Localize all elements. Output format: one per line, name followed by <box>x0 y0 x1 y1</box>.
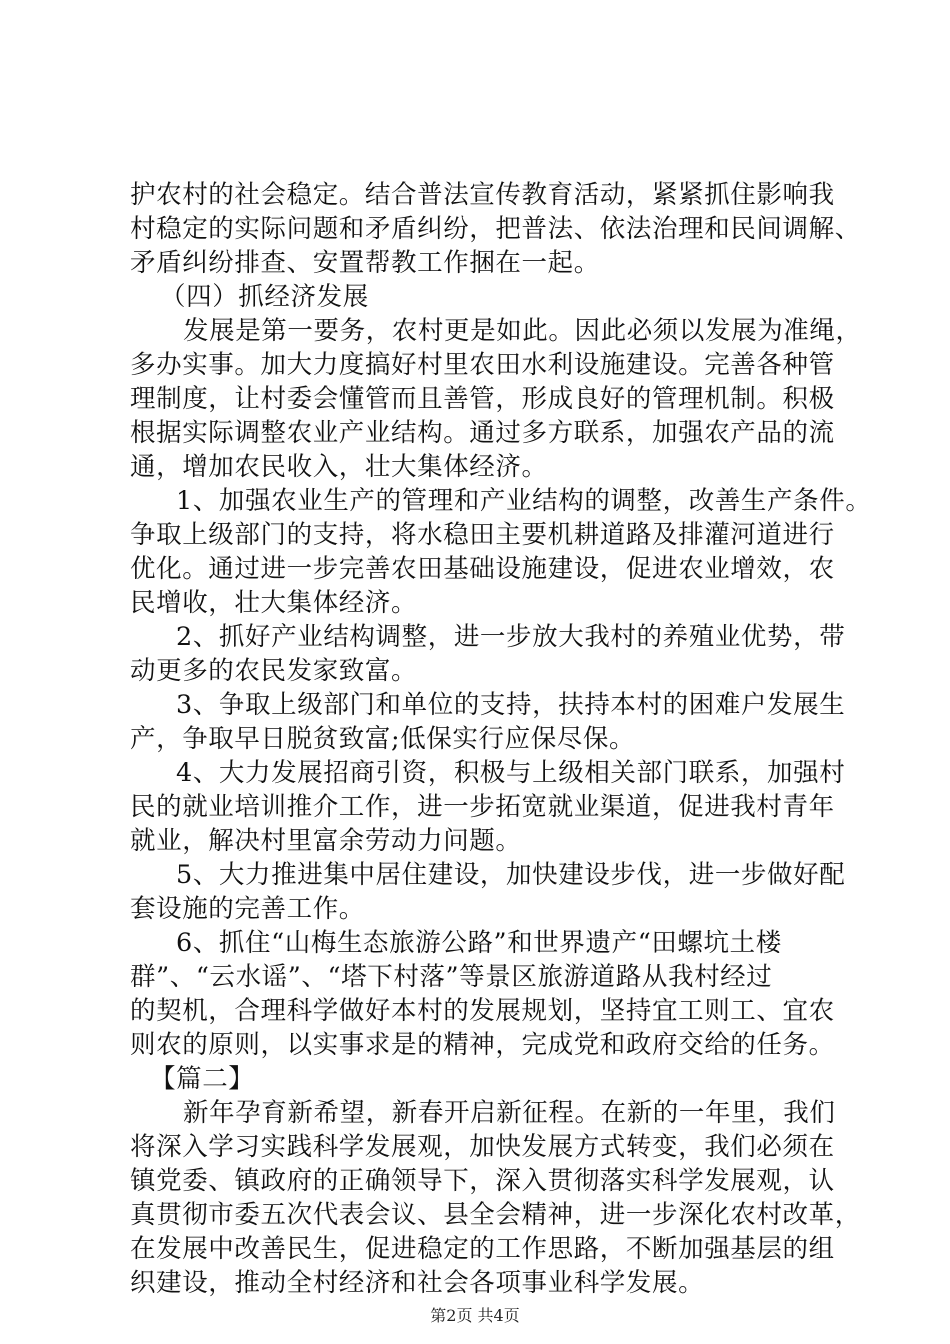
body-text-line: 套设施的完善工作。 <box>130 894 365 924</box>
body-text-line: 产，争取早日脱贫致富;低保实行应保尽保。 <box>130 724 636 754</box>
body-text-line: 在发展中改善民生，促进稳定的工作思路，不断加强基层的组 <box>130 1234 835 1264</box>
body-text-line: 多办实事。加大力度搞好村里农田水利设施建设。完善各种管 <box>130 350 835 380</box>
list-item-5-first-line: 5、大力推进集中居住建设，加快建设步伐，进一步做好配 <box>176 860 846 890</box>
page-number-footer: 第2页 共4页 <box>430 1306 520 1325</box>
list-item-2-first-line: 2、抓好产业结构调整，进一步放大我村的养殖业优势，带 <box>176 622 846 652</box>
body-text-line: 镇党委、镇政府的正确领导下，深入贯彻落实科学发展观，认 <box>130 1166 835 1196</box>
body-text-line: 动更多的农民发家致富。 <box>130 656 418 686</box>
chapter-heading: 【篇二】 <box>150 1064 255 1094</box>
body-text-line: 民的就业培训推介工作，进一步拓宽就业渠道，促进我村青年 <box>130 792 835 822</box>
list-item-6-first-line: 6、抓住“山梅生态旅游公路”和世界遗产“田螺坑土楼 <box>176 928 782 958</box>
body-text-line: 理制度，让村委会懂管而且善管，形成良好的管理机制。积极 <box>130 384 835 414</box>
paragraph-first-line: 新年孕育新希望，新春开启新征程。在新的一年里，我们 <box>183 1098 836 1128</box>
section-heading: （四）抓经济发展 <box>160 282 369 312</box>
body-text-line: 群”、“云水谣”、“塔下村落”等景区旅游道路从我村经过 <box>130 962 773 992</box>
body-text-line: 将深入学习实践科学发展观，加快发展方式转变，我们必须在 <box>130 1132 835 1162</box>
body-text-line: 的契机，合理科学做好本村的发展规划，坚持宜工则工、宜农 <box>130 996 835 1026</box>
body-text-line: 争取上级部门的支持，将水稳田主要机耕道路及排灌河道进行 <box>130 520 835 550</box>
body-text-line: 优化。通过进一步完善农田基础设施建设，促进农业增效，农 <box>130 554 835 584</box>
list-item-1-first-line: 1、加强农业生产的管理和产业结构的调整，改善生产条件。 <box>176 486 872 516</box>
body-text-line: 则农的原则，以实事求是的精神，完成党和政府交给的任务。 <box>130 1030 835 1060</box>
body-text-line: 村稳定的实际问题和矛盾纠纷，把普法、依法治理和民间调解、 <box>130 214 861 244</box>
body-text-line: 通，增加农民收入，壮大集体经济。 <box>130 452 548 482</box>
body-text-line: 民增收，壮大集体经济。 <box>130 588 418 618</box>
body-text-line: 真贯彻市委五次代表会议、县全会精神，进一步深化农村改革， <box>130 1200 861 1230</box>
body-text-line: 矛盾纠纷排查、安置帮教工作捆在一起。 <box>130 248 600 278</box>
paragraph-first-line: 发展是第一要务，农村更是如此。因此必须以发展为准绳， <box>183 316 862 346</box>
body-text-line: 护农村的社会稳定。结合普法宣传教育活动，紧紧抓住影响我 <box>130 180 835 210</box>
list-item-4-first-line: 4、大力发展招商引资，积极与上级相关部门联系，加强村 <box>176 758 846 788</box>
list-item-3-first-line: 3、争取上级部门和单位的支持，扶持本村的困难户发展生 <box>176 690 846 720</box>
body-text-line: 根据实际调整农业产业结构。通过多方联系，加强农产品的流 <box>130 418 835 448</box>
body-text-line: 织建设，推动全村经济和社会各项事业科学发展。 <box>130 1268 705 1298</box>
body-text-line: 就业，解决村里富余劳动力问题。 <box>130 826 522 856</box>
